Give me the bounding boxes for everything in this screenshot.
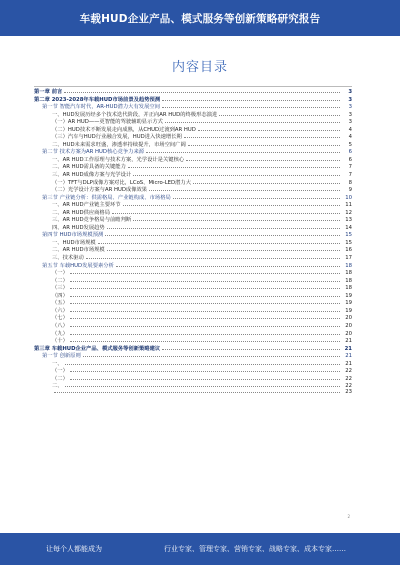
toc-entry-page: 20 [345, 322, 352, 329]
toc-entry-page: 21 [345, 353, 352, 359]
toc-leader-dots [70, 326, 340, 327]
toc-entry-title: 一、AR HUD产业链主要环节 [52, 202, 121, 208]
toc-entry-page: 11 [345, 202, 352, 208]
toc-entry[interactable] [34, 321, 352, 329]
toc-leader-dots [70, 334, 340, 335]
toc-entry-page: 19 [345, 292, 352, 299]
toc-entry-title: （六） [52, 307, 68, 314]
toc-entry-page: 19 [345, 300, 352, 306]
toc-entry-page: 16 [345, 247, 352, 254]
toc-entry[interactable] [34, 245, 352, 253]
toc-entry-page: 22 [345, 375, 352, 382]
toc-entry-page: 22 [345, 368, 352, 374]
toc-leader-dots [70, 303, 340, 304]
toc-entry-title: 一、AR HUD工作原理与技术方案，光学设计是关键核心 [52, 156, 185, 163]
toc-entry[interactable] [34, 132, 352, 140]
toc-entry-page: 18 [345, 262, 352, 269]
toc-entry-page: 22 [345, 383, 352, 389]
toc-entry-title: （四） [52, 292, 68, 299]
toc-entry-page: 10 [345, 194, 352, 201]
toc-entry[interactable] [34, 170, 352, 178]
toc-leader-dots [149, 190, 340, 191]
toc-entry-page: 5 [348, 141, 352, 148]
toc-entry-title: （八） [52, 322, 68, 329]
toc-entry-page: 6 [348, 149, 352, 155]
toc-entry-page: 3 [348, 96, 352, 103]
toc-leader-dots [54, 392, 340, 393]
toc-leader-dots [133, 175, 340, 176]
toc-entry-title: （二）HUD技术不断发展走向成熟，从CHUD过渡到AR HUD [52, 126, 196, 133]
toc-entry[interactable] [34, 261, 352, 269]
toc-entry-title: （三）汽车与HUD行业融合发展，HUD进入快速增长期 [52, 134, 182, 140]
toc-entry[interactable] [34, 230, 352, 238]
toc-entry-title: （一） [52, 270, 68, 276]
toc-entry[interactable] [34, 351, 352, 359]
toc-entry-page: 13 [345, 217, 352, 223]
toc-entry-title: 第二节 技术方案为AR HUD核心竞争力来源 [42, 149, 145, 155]
page-title: 内容目录 [171, 60, 228, 75]
toc-entry-title: （二） [52, 375, 68, 382]
toc-leader-dots [70, 296, 340, 297]
toc-leader-dots [188, 145, 340, 146]
page-number: 2 [347, 514, 350, 519]
toc-entry-title: 第一节 智能汽车时代，AR-HUD潜力大有发展空间 [42, 104, 160, 110]
toc-entry-title: 第三节 产业链分析：供需格局、产业链构成、市场格局 [42, 194, 171, 201]
toc-entry-page: 15 [345, 239, 352, 246]
toc-entry-title: 三、技术驱动 [52, 255, 84, 261]
toc-entry-title: （一） [52, 368, 68, 374]
toc-leader-dots [173, 198, 340, 199]
toc-entry-title: （十） [52, 338, 68, 344]
toc-entry[interactable] [34, 336, 352, 344]
toc-leader-dots [162, 349, 340, 350]
toc-entry[interactable] [34, 86, 352, 95]
toc-entry-title: 第一章 前言 [34, 89, 63, 95]
toc-entry-title: （一）AR HUD——更智能的驾驶辅助显示方式 [52, 119, 163, 125]
toc-entry[interactable] [34, 117, 352, 125]
toc-leader-dots [198, 130, 340, 131]
toc-leader-dots [107, 228, 340, 229]
toc-entry-title: 第二章 2023-2028年车载HUD市场前景及趋势预测 [34, 96, 161, 103]
toc-entry-page: 20 [345, 315, 352, 321]
toc-entry-page: 9 [348, 187, 352, 193]
toc-entry-title: 一、HUD市场规模 [52, 239, 96, 246]
toc-entry[interactable] [34, 110, 352, 118]
toc-entry-page: 21 [345, 360, 352, 367]
toc-entry[interactable] [34, 95, 352, 103]
toc-leader-dots [70, 379, 340, 380]
toc-entry[interactable] [34, 193, 352, 201]
toc-entry-title: （一）TFT与DLP成像方案对比，LCoS、Micro-LED潜力大 [52, 179, 191, 186]
toc-entry[interactable] [34, 178, 352, 186]
toc-entry-title: 第三章 车载HUD企业产品、模式服务等创新策略建议 [34, 345, 161, 352]
toc-leader-dots [186, 160, 340, 161]
toc-leader-dots [70, 281, 340, 282]
toc-leader-dots [70, 288, 340, 289]
toc-entry-title: 二、HUD未来需求旺盛，渗透率持续提升，市场空间广阔 [52, 141, 186, 148]
toc-entry[interactable] [34, 374, 352, 382]
toc-entry-title: 二、AR HUD供应商格局 [52, 209, 111, 216]
table-of-contents [34, 86, 352, 396]
toc-leader-dots [162, 100, 340, 101]
toc-entry[interactable] [34, 283, 352, 291]
toc-leader-dots [219, 115, 340, 116]
toc-entry[interactable] [34, 329, 352, 337]
toc-entry-page: 3 [348, 104, 352, 110]
toc-entry-page: 23 [345, 388, 352, 395]
toc-entry[interactable] [34, 268, 352, 276]
toc-entry-title: 第五节 车载HUD发展要素分析 [42, 262, 114, 269]
toc-entry[interactable] [34, 298, 352, 306]
toc-entry[interactable] [34, 223, 352, 231]
toc-entry[interactable] [34, 291, 352, 299]
toc-entry-page: 14 [345, 224, 352, 231]
toc-entry-page: 18 [345, 270, 352, 276]
toc-entry-title: 一、HUD发展历经多个技术迭代阶段，并正向AR HUD的终极形态演进 [52, 111, 218, 118]
toc-leader-dots [64, 92, 340, 93]
toc-leader-dots [193, 183, 340, 184]
toc-entry-page: 4 [348, 134, 352, 140]
toc-entry-page: 21 [345, 338, 352, 344]
toc-leader-dots [86, 258, 340, 259]
toc-entry-page: 21 [344, 345, 352, 352]
toc-leader-dots [107, 250, 340, 251]
toc-entry[interactable] [34, 389, 352, 397]
toc-entry-page: 20 [345, 330, 352, 337]
toc-entry[interactable] [34, 306, 352, 314]
toc-entry[interactable] [34, 381, 352, 389]
toc-entry[interactable] [34, 253, 352, 261]
report-title: 车载HUD企业产品、模式服务等创新策略研究报告 [79, 12, 321, 25]
toc-entry-title: （七） [52, 315, 68, 321]
toc-entry-title: 二、AR HUD需具备的关键能力 [52, 164, 126, 171]
toc-leader-dots [162, 107, 340, 108]
toc-leader-dots [105, 235, 340, 236]
toc-leader-dots [184, 137, 340, 138]
toc-entry-page: 6 [348, 156, 352, 163]
toc-leader-dots [83, 356, 340, 357]
toc-entry-title: 四、AR HUD发展趋势 [52, 224, 105, 231]
toc-entry-title: 第一节 创新原则 [42, 353, 81, 359]
toc-leader-dots [70, 341, 340, 342]
toc-entry-page: 7 [348, 172, 352, 178]
footer-bar [0, 533, 400, 565]
toc-entry[interactable] [34, 125, 352, 133]
toc-entry[interactable] [34, 215, 352, 223]
toc-leader-dots [70, 273, 340, 274]
toc-entry-page: 4 [348, 126, 352, 133]
toc-entry[interactable] [34, 313, 352, 321]
toc-entry-title: （九） [52, 330, 68, 337]
toc-entry-page: 3 [348, 111, 352, 118]
toc-leader-dots [98, 243, 340, 244]
toc-leader-dots [65, 364, 340, 365]
toc-entry-page: 3 [348, 119, 352, 125]
toc-leader-dots [116, 266, 340, 267]
toc-entry-title: （三） [52, 285, 68, 291]
toc-entry-page: 17 [345, 255, 352, 261]
toc-entry[interactable] [34, 200, 352, 208]
toc-entry[interactable] [34, 238, 352, 246]
toc-entry-page: 18 [345, 285, 352, 291]
toc-entry-page: 8 [348, 179, 352, 186]
toc-leader-dots [65, 386, 340, 387]
toc-entry-page: 3 [348, 89, 352, 95]
toc-entry[interactable] [34, 102, 352, 110]
footer-tagline: 行业专家、管理专家、营销专家、战略专家、成本专家…… [164, 545, 346, 553]
toc-leader-dots [70, 311, 340, 312]
toc-entry[interactable] [34, 185, 352, 193]
toc-entry-page: 19 [345, 307, 352, 314]
toc-entry-title: 三、AR HUD竞争格局与前瞻判断 [52, 217, 132, 223]
toc-leader-dots [133, 220, 340, 221]
toc-entry-title: 二、AR HUD市场规模 [52, 247, 105, 254]
toc-entry[interactable] [34, 162, 352, 170]
toc-leader-dots [70, 318, 340, 319]
toc-entry-page: 18 [345, 277, 352, 284]
toc-entry-page: 12 [345, 209, 352, 216]
toc-entry-title: 三、AR HUD成像方案与光学设计 [52, 172, 132, 178]
toc-leader-dots [112, 213, 340, 214]
toc-entry-title: 第四节 HUD市场规模预测 [42, 232, 104, 238]
toc-entry[interactable] [34, 147, 352, 155]
toc-leader-dots [70, 371, 340, 372]
toc-entry-page: 7 [348, 164, 352, 171]
toc-entry[interactable] [34, 140, 352, 148]
toc-entry-title: （二）光学设计方案与AR HUD成像效果 [52, 187, 148, 193]
toc-entry-title: （五） [52, 300, 68, 306]
toc-entry-title: （二） [52, 277, 68, 284]
toc-leader-dots [146, 152, 340, 153]
toc-entry[interactable] [34, 366, 352, 374]
toc-entry[interactable] [34, 276, 352, 284]
toc-entry-page: 15 [345, 232, 352, 238]
toc-entry[interactable] [34, 208, 352, 216]
toc-entry[interactable] [34, 155, 352, 163]
toc-entry-title: 一、 [52, 360, 63, 367]
toc-leader-dots [128, 167, 340, 168]
toc-entry[interactable] [34, 359, 352, 367]
toc-entry-title: 二、 [52, 383, 63, 389]
report-header [0, 0, 400, 36]
toc-leader-dots [123, 205, 340, 206]
footer-slogan: 让每个人都能成为 [46, 545, 102, 553]
toc-leader-dots [165, 122, 340, 123]
toc-entry[interactable] [34, 344, 352, 352]
